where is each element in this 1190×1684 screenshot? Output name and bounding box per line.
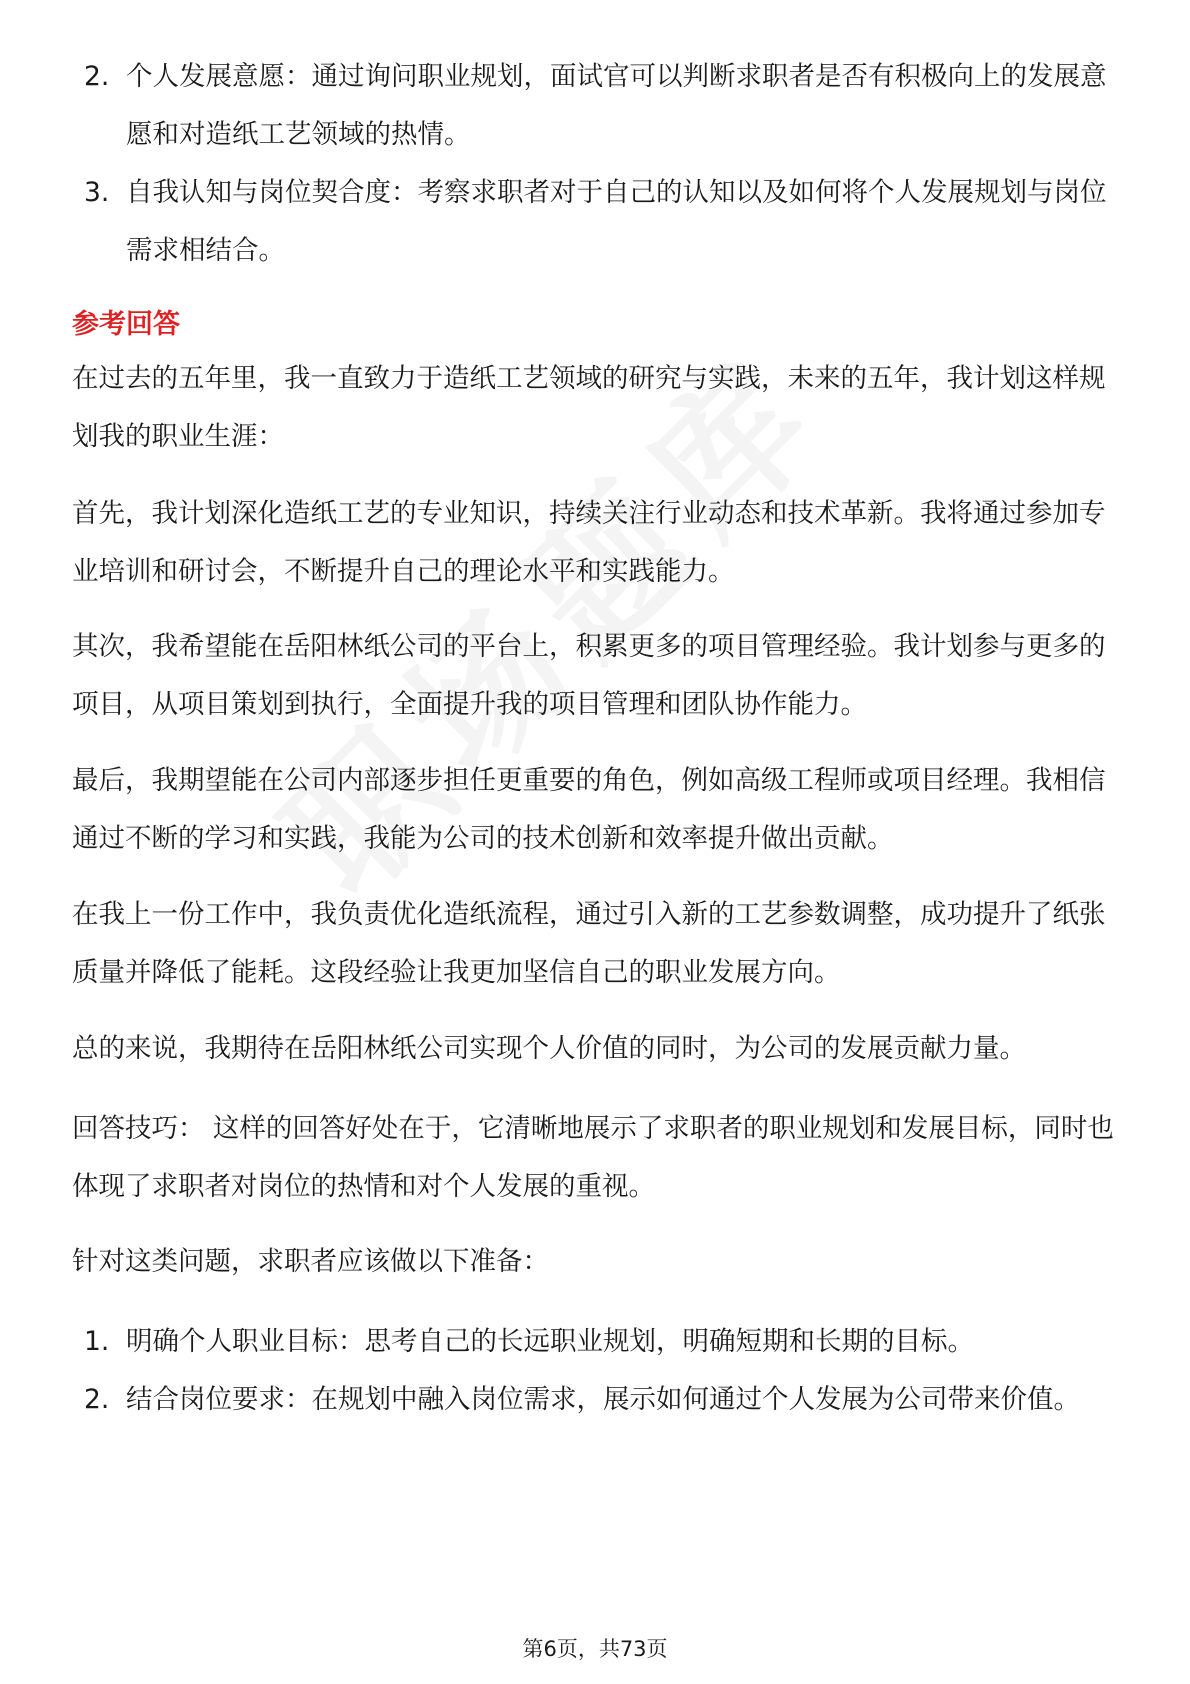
top-list [72,48,1122,280]
list-number: 3. [84,177,110,208]
bottom-list [72,1313,1122,1429]
paragraph: 总的来说，我期待在岳阳林纸公司实现个人价值的同时，为公司的发展贡献力量。 [72,1033,1026,1064]
paragraph: 其次，我希望能在岳阳林纸公司的平台上，积累更多的项目管理经验。我计划参与更多的项目，从项目策划到执行，全面提升我的项目管理和团队协作能力。 [72,631,1106,720]
paragraph: 在我上一份工作中，我负责优化造纸流程，通过引入新的工艺参数调整，成功提升了纸张质量并降低了能耗。这段经验让我更加坚信自己的职业发展方向。 [72,899,1106,988]
list-item [72,164,1122,280]
list-text: 自我认知与岗位契合度：考察求职者对于自己的认知以及如何将个人发展规划与岗位需求相结合。 [126,177,1107,266]
list-number: 1. [84,1326,110,1357]
list-number: 2. [84,1384,110,1415]
paragraph: 针对这类问题，求职者应该做以下准备： [72,1246,549,1277]
paragraph: 回答技巧： 这样的回答好处在于，它清晰地展示了求职者的职业规划和发展目标，同时也体现了求职者对岗位的热情和对个人发展的重视。 [72,1113,1114,1202]
list-number: 2. [84,61,110,92]
paragraph: 首先，我计划深化造纸工艺的专业知识，持续关注行业动态和技术革新。我将通过参加专业培训和研讨会，不断提升自己的理论水平和实践能力。 [72,498,1106,587]
page-footer: 第6页，共73页 [522,1637,668,1661]
list-text: 结合岗位要求：在规划中融入岗位需求，展示如何通过个人发展为公司带来价值。 [126,1384,1080,1415]
list-item [72,1371,1122,1429]
list-item [72,48,1122,164]
section-title: 参考回答 [72,309,180,340]
paragraph: 在过去的五年里，我一直致力于造纸工艺领域的研究与实践，未来的五年，我计划这样规划我的职业生涯： [72,363,1106,452]
list-item [72,1313,1122,1371]
list-text: 明确个人职业目标：思考自己的长远职业规划，明确短期和长期的目标。 [126,1326,974,1357]
list-text: 个人发展意愿：通过询问职业规划，面试官可以判断求职者是否有积极向上的发展意愿和对造纸工艺领域的热情。 [126,61,1107,150]
paragraph: 最后，我期望能在公司内部逐步担任更重要的角色，例如高级工程师或项目经理。我相信通过不断的学习和实践，我能为公司的技术创新和效率提升做出贡献。 [72,765,1106,854]
